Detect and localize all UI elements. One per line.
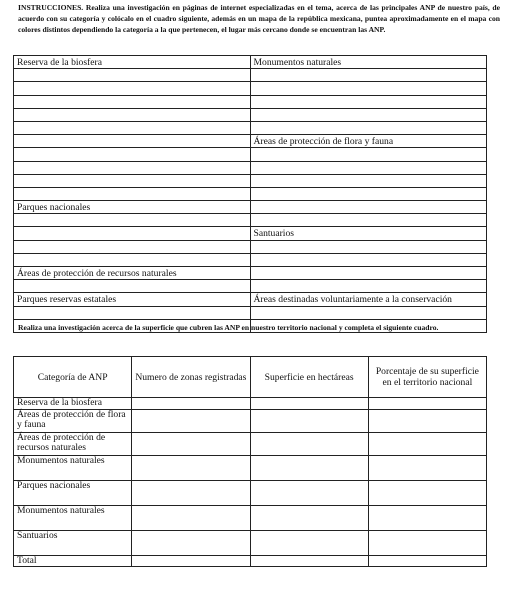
hectares-cell[interactable] (250, 409, 368, 432)
header-category: Categoría de ANP (14, 357, 132, 398)
right-cell[interactable] (250, 174, 487, 187)
right-cell[interactable] (250, 253, 487, 266)
zone-count-cell[interactable] (132, 530, 250, 555)
left-cell[interactable] (14, 174, 251, 187)
table-row (14, 121, 487, 134)
hectares-cell[interactable] (250, 480, 368, 505)
table-row (14, 148, 487, 161)
table-row (14, 201, 487, 214)
percentage-cell[interactable] (368, 505, 486, 530)
table-row (14, 253, 487, 266)
category-cell: Monumentos naturales (14, 505, 132, 530)
table-row (14, 161, 487, 174)
percentage-cell[interactable] (368, 530, 486, 555)
right-cell[interactable] (250, 82, 487, 95)
right-cell[interactable] (250, 240, 487, 253)
zone-count-cell[interactable] (132, 432, 250, 455)
table-row (14, 214, 487, 227)
header-zone-count: Numero de zonas registradas (132, 357, 250, 398)
table-row (14, 95, 487, 108)
category-cell: Monumentos naturales (14, 455, 132, 480)
left-cell[interactable]: Parques reservas estatales (14, 293, 251, 306)
right-cell[interactable] (250, 121, 487, 134)
right-cell[interactable] (250, 214, 487, 227)
table-row (14, 69, 487, 82)
table-row (14, 187, 487, 200)
left-cell[interactable] (14, 108, 251, 121)
header-hectares: Superficie en hectáreas (250, 357, 368, 398)
category-cell: Áreas de protección de recursos naturales (14, 432, 132, 455)
left-cell[interactable] (14, 214, 251, 227)
left-cell[interactable] (14, 82, 251, 95)
table-row (14, 530, 487, 555)
percentage-cell[interactable] (368, 480, 486, 505)
zone-count-cell[interactable] (132, 555, 250, 567)
surface-table-header-row (14, 357, 487, 398)
percentage-cell[interactable] (368, 398, 486, 410)
right-cell[interactable] (250, 280, 487, 293)
zone-count-cell[interactable] (132, 409, 250, 432)
right-cell[interactable] (250, 267, 487, 280)
zone-count-cell[interactable] (132, 505, 250, 530)
instructions-2-paragraph: Realiza una investigación acerca de la superficie que cubren las ANP en nuestro territorio nacional y completa el siguiente cuadro. (18, 323, 439, 332)
table-row (14, 240, 487, 253)
right-cell[interactable] (250, 69, 487, 82)
right-cell[interactable] (250, 148, 487, 161)
right-cell[interactable]: Áreas de protección de flora y fauna (250, 135, 487, 148)
table-row (14, 135, 487, 148)
table-row (14, 455, 487, 480)
anp-category-table-body (14, 56, 487, 333)
anp-category-table (13, 55, 487, 333)
left-cell[interactable] (14, 227, 251, 240)
table-row (14, 555, 487, 567)
instructions-paragraph (18, 2, 500, 35)
zone-count-cell[interactable] (132, 455, 250, 480)
left-cell[interactable] (14, 69, 251, 82)
left-cell[interactable] (14, 240, 251, 253)
right-cell[interactable] (250, 306, 487, 319)
left-cell[interactable] (14, 135, 251, 148)
right-cell[interactable]: Santuarios (250, 227, 487, 240)
category-cell: Total (14, 555, 132, 567)
left-cell[interactable]: Áreas de protección de recursos naturales (14, 267, 251, 280)
hectares-cell[interactable] (250, 505, 368, 530)
left-cell[interactable]: Parques nacionales (14, 201, 251, 214)
table-row (14, 108, 487, 121)
left-cell[interactable] (14, 95, 251, 108)
table-row (14, 56, 487, 69)
table-row (14, 505, 487, 530)
left-cell[interactable] (14, 306, 251, 319)
left-cell[interactable]: Reserva de la biosfera (14, 56, 251, 69)
table-row (14, 306, 487, 319)
left-cell[interactable] (14, 161, 251, 174)
instructions-text: Realiza una investigación en páginas de internet especializadas en el tema, acerca de las principales ANP de nuestro país, de acuerdo con su categoría y colócalo en el cuadro siguiente, además en un mapa de la república mexicana, puntea aproximadamente en el mapa con colores distintos dependiendo la categoría a la que pertenecen, el lugar más cercano donde se encuentran las ANP. (18, 3, 500, 34)
right-cell[interactable] (250, 108, 487, 121)
left-cell[interactable] (14, 148, 251, 161)
percentage-cell[interactable] (368, 455, 486, 480)
category-cell: Parques nacionales (14, 480, 132, 505)
left-cell[interactable] (14, 280, 251, 293)
table-row (14, 432, 487, 455)
right-cell[interactable]: Áreas destinadas voluntariamente a la conservación (250, 293, 487, 306)
anp-surface-table-body (14, 398, 487, 567)
table-row (14, 82, 487, 95)
zone-count-cell[interactable] (132, 480, 250, 505)
table-row (14, 174, 487, 187)
hectares-cell[interactable] (250, 455, 368, 480)
right-cell[interactable]: Monumentos naturales (250, 56, 487, 69)
table-row (14, 280, 487, 293)
right-cell[interactable] (250, 95, 487, 108)
anp-surface-table (13, 356, 487, 567)
percentage-cell[interactable] (368, 555, 486, 567)
percentage-cell[interactable] (368, 409, 486, 432)
hectares-cell[interactable] (250, 432, 368, 455)
category-cell: Reserva de la biosfera (14, 398, 132, 410)
table-row (14, 267, 487, 280)
table-row (14, 293, 487, 306)
left-cell[interactable] (14, 121, 251, 134)
category-cell: Áreas de protección de flora y fauna (14, 409, 132, 432)
right-cell[interactable] (250, 187, 487, 200)
header-percentage: Porcentaje de su superficie en el territorio nacional (368, 357, 486, 398)
hectares-cell[interactable] (250, 555, 368, 567)
table-row (14, 409, 487, 432)
left-cell[interactable] (14, 253, 251, 266)
hectares-cell[interactable] (250, 530, 368, 555)
instructions-label: INSTRUCCIONES. (18, 3, 84, 12)
zone-count-cell[interactable] (132, 398, 250, 410)
table-row (14, 227, 487, 240)
category-cell: Santuarios (14, 530, 132, 555)
table-row (14, 480, 487, 505)
hectares-cell[interactable] (250, 398, 368, 410)
left-cell[interactable] (14, 187, 251, 200)
table-row (14, 398, 487, 410)
right-cell[interactable] (250, 201, 487, 214)
percentage-cell[interactable] (368, 432, 486, 455)
right-cell[interactable] (250, 161, 487, 174)
